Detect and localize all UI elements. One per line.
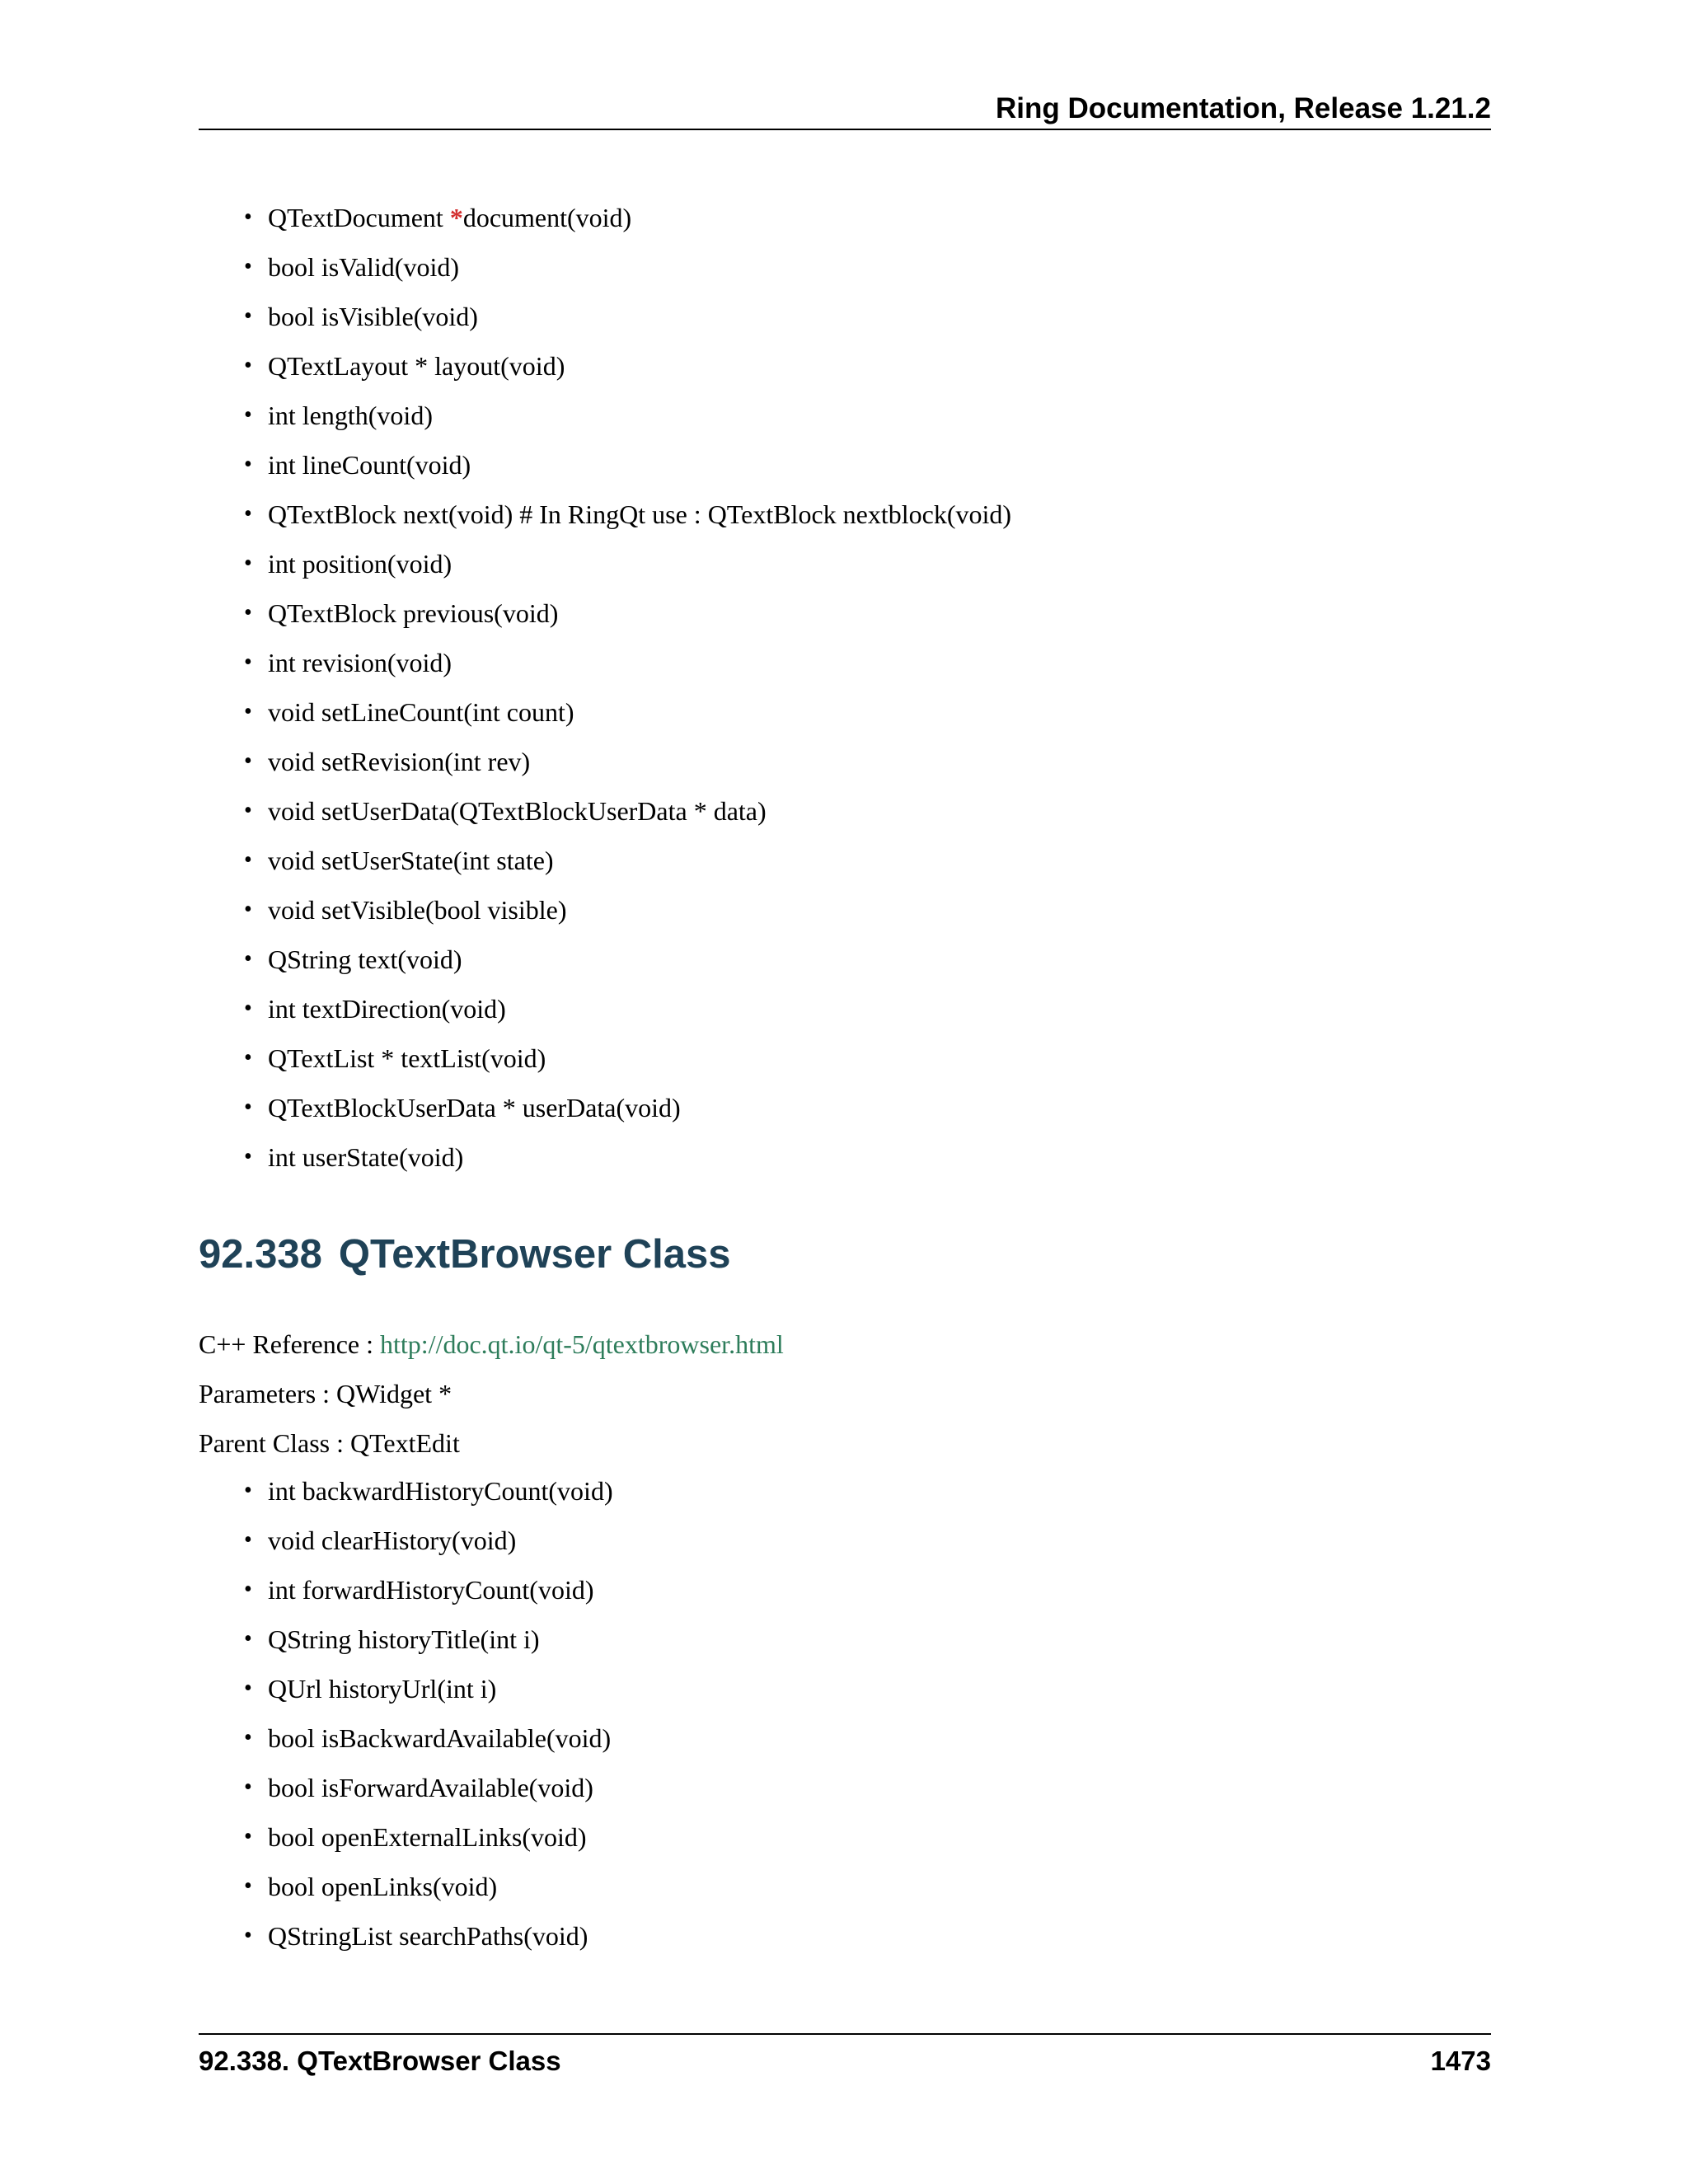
list-item — [244, 1819, 613, 1868]
list-item — [244, 991, 1011, 1040]
method-text: QTextBlock previous(void) — [268, 598, 559, 628]
method-text: bool isForwardAvailable(void) — [268, 1773, 593, 1802]
method-text: void setLineCount(int count) — [268, 697, 574, 727]
bullet-icon: • — [244, 353, 252, 378]
list-item — [244, 546, 1011, 595]
list-item — [244, 348, 1011, 397]
list-item — [244, 1671, 613, 1720]
list-item — [244, 496, 1011, 546]
bullet-icon: • — [244, 847, 252, 873]
bullet-icon: • — [244, 501, 252, 527]
bullet-icon: • — [244, 1478, 252, 1503]
method-list-qtextbrowser — [244, 1473, 613, 1967]
list-item — [244, 743, 1011, 793]
method-text: QUrl historyUrl(int i) — [268, 1674, 497, 1704]
section-title: QTextBrowser Class — [338, 1232, 731, 1277]
list-item — [244, 595, 1011, 644]
list-item — [244, 842, 1011, 892]
bullet-icon: • — [244, 996, 252, 1021]
method-text: QStringList searchPaths(void) — [268, 1921, 588, 1951]
bullet-icon: • — [244, 1675, 252, 1701]
parent-class-line: Parent Class : QTextEdit — [199, 1428, 460, 1458]
bullet-icon: • — [244, 798, 252, 823]
list-item — [244, 447, 1011, 496]
method-text: QTextBlockUserData * userData(void) — [268, 1093, 681, 1122]
list-item — [244, 1918, 613, 1967]
bullet-icon: • — [244, 1725, 252, 1750]
method-text: bool openExternalLinks(void) — [268, 1822, 587, 1852]
list-item — [244, 1090, 1011, 1139]
bullet-icon: • — [244, 1094, 252, 1120]
bullet-icon: • — [244, 748, 252, 774]
bullet-icon: • — [244, 204, 252, 230]
pointer-star-link[interactable]: * — [449, 203, 463, 232]
cpp-reference-link[interactable]: http://doc.qt.io/qt-5/qtextbrowser.html — [380, 1329, 784, 1359]
list-item — [244, 892, 1011, 941]
method-text: int revision(void) — [268, 648, 452, 677]
bullet-icon: • — [244, 1045, 252, 1071]
cpp-reference-line — [199, 1326, 784, 1362]
list-item — [244, 1621, 613, 1671]
bullet-icon: • — [244, 1626, 252, 1652]
bullet-icon: • — [244, 1774, 252, 1800]
method-text: QString historyTitle(int i) — [268, 1624, 540, 1654]
method-text: int textDirection(void) — [268, 994, 506, 1024]
method-text: bool isVisible(void) — [268, 302, 478, 331]
method-text: int forwardHistoryCount(void) — [268, 1575, 594, 1605]
method-text: void clearHistory(void) — [268, 1526, 517, 1555]
bullet-icon: • — [244, 1577, 252, 1602]
list-item — [244, 249, 1011, 298]
list-item — [244, 1868, 613, 1918]
list-item — [244, 397, 1011, 447]
cpp-reference-label: C++ Reference : — [199, 1329, 380, 1359]
method-text: QTextLayout * layout(void) — [268, 351, 565, 381]
footer-section-title: 92.338. QTextBrowser Class — [199, 2046, 561, 2076]
list-item — [244, 298, 1011, 348]
list-item — [244, 1572, 613, 1621]
bullet-icon: • — [244, 303, 252, 329]
list-item — [244, 1040, 1011, 1090]
bullet-icon: • — [244, 897, 252, 922]
list-item — [244, 793, 1011, 842]
method-text: int backwardHistoryCount(void) — [268, 1476, 613, 1506]
method-text: int userState(void) — [268, 1142, 464, 1172]
method-text: int position(void) — [268, 549, 452, 579]
bullet-icon: • — [244, 551, 252, 576]
bullet-icon: • — [244, 254, 252, 279]
bullet-icon: • — [244, 1527, 252, 1553]
method-text: int length(void) — [268, 401, 433, 430]
page-number: 1473 — [1430, 2046, 1491, 2076]
bullet-icon: • — [244, 699, 252, 724]
method-text: void setUserData(QTextBlockUserData * data) — [268, 796, 767, 826]
method-text: bool isBackwardAvailable(void) — [268, 1723, 612, 1753]
bullet-icon: • — [244, 402, 252, 428]
method-text: void setRevision(int rev) — [268, 747, 531, 776]
running-footer — [199, 2033, 1491, 2084]
bullet-icon: • — [244, 1824, 252, 1849]
list-item — [244, 1720, 613, 1769]
list-item — [244, 199, 1011, 249]
method-text: void setVisible(bool visible) — [268, 895, 567, 925]
running-header — [199, 89, 1491, 130]
method-text: QTextDocument *document(void) — [268, 203, 632, 232]
bullet-icon: • — [244, 1144, 252, 1169]
bullet-icon: • — [244, 649, 252, 675]
list-item — [244, 1769, 613, 1819]
method-list-previous-class — [244, 199, 1011, 1188]
bullet-icon: • — [244, 946, 252, 972]
method-text: bool isValid(void) — [268, 252, 459, 282]
method-text: QString text(void) — [268, 944, 462, 974]
method-text: int lineCount(void) — [268, 450, 471, 480]
method-text: QTextBlock next(void) # In RingQt use : QTextBlock nextblock(void) — [268, 499, 1012, 529]
parameters-line: Parameters : QWidget * — [199, 1379, 452, 1408]
list-item — [244, 694, 1011, 743]
document-title: Ring Documentation, Release 1.21.2 — [995, 92, 1491, 124]
method-text: void setUserState(int state) — [268, 846, 554, 875]
section-heading — [199, 1228, 731, 1281]
bullet-icon: • — [244, 452, 252, 477]
list-item — [244, 941, 1011, 991]
list-item — [244, 1139, 1011, 1188]
method-text: QTextList * textList(void) — [268, 1043, 546, 1073]
bullet-icon: • — [244, 600, 252, 626]
list-item — [244, 1473, 613, 1522]
method-text: bool openLinks(void) — [268, 1872, 498, 1901]
list-item — [244, 1522, 613, 1572]
bullet-icon: • — [244, 1923, 252, 1948]
bullet-icon: • — [244, 1873, 252, 1899]
list-item — [244, 644, 1011, 694]
section-number: 92.338 — [199, 1232, 322, 1277]
